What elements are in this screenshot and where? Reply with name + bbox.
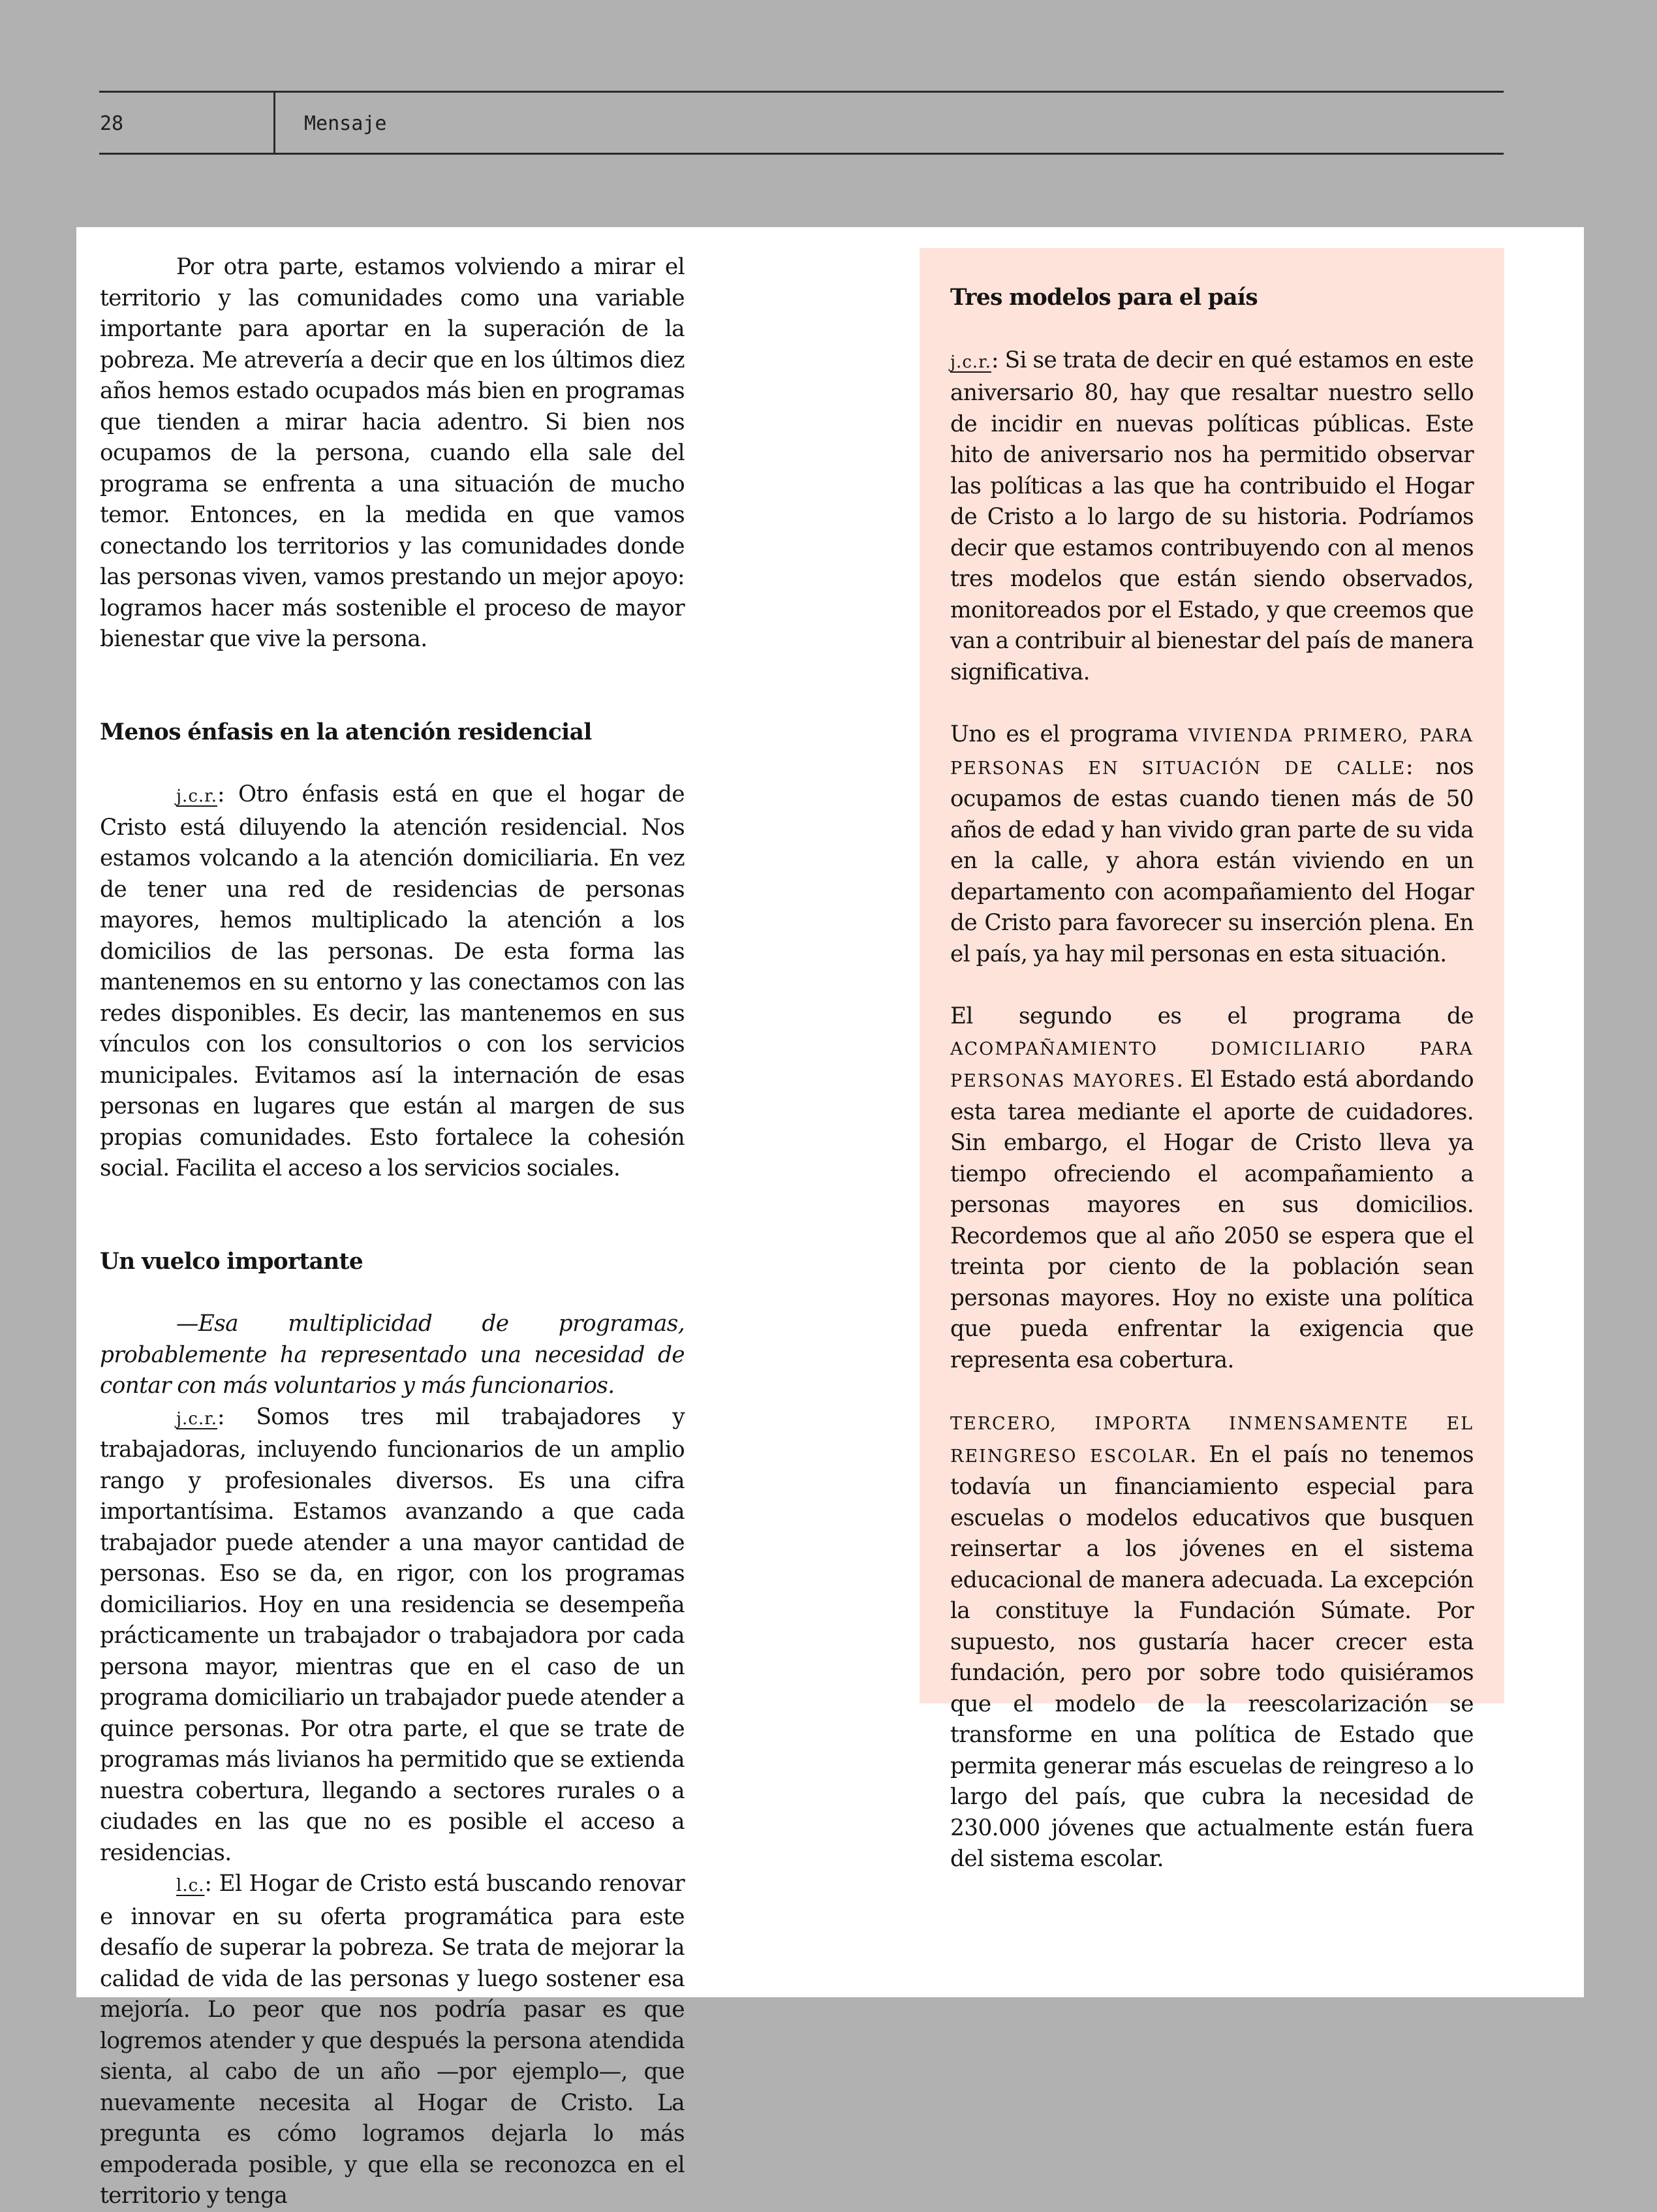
paragraph-trabajadores: j.c.r.: Somos tres mil trabajadores y trabajadoras, incluyendo funcionarios de un amplio rango y profesionales diversos. Es una cifra importantísima. Estamos avanzando a que cada trabajador puede atender a una mayor cantidad de personas. Eso se da, en rigor, con los programas domiciliarios. Hoy en una residencia se desempeña prácticamente un trabajador o trabajadora por cada persona mayor, mientras que en el caso de un programa domiciliario un trabajador puede atender a quince personas. Por otra parte, el que se trate de programas más livianos ha permitido que se extienda nuestra cobertura, llegando a sectores rurales o a ciudades en las que no es posible el acceso a residencias.	[100, 1403, 685, 1866]
speaker-initials: j.c.r.	[176, 1409, 217, 1429]
paragraph-atencion-domiciliaria: j.c.r.: Otro énfasis está en que el hogar de Cristo está diluyendo la atención residencial. Nos estamos volcando a la atención domiciliaria. En vez de tener una red de residencias de personas mayores, hemos multiplicado la atención a los domicilios de las personas. De esta forma las mantenemos en su entorno y las conectamos con las redes disponibles. Es decir, las mantenemos en sus vínculos con los consultorios o con los servicios municipales. Evitamos así la internación de esas personas en lugares que están al margen de sus propias comunidades. Esto fortalece la cohesión social. Facilita el acceso a los servicios sociales.	[100, 781, 685, 1181]
speaker-initials: j.c.r.	[950, 352, 991, 372]
paragraph-oferta-programatica: l.c.: El Hogar de Cristo está buscando renovar e innovar en su oferta programática para este desafío de superar la pobreza. Se trata de mejorar la calidad de vida de las personas y luego sostener esa mejoría. Lo peor que nos podría pasar es que logremos atender y que después la persona atendida sienta, al cabo de un año —por ejemplo—, que nuevamente necesita al Hogar de Cristo. La pregunta es cómo logramos dejarla lo más empoderada posible, y que ella se reconozca en el territorio y tenga	[100, 1871, 685, 2209]
sidebar-content	[950, 283, 1474, 1875]
section-name: Mensaje	[304, 112, 387, 135]
sidebar-title: Tres modelos para el país	[950, 285, 1258, 311]
speaker-initials: l.c.	[176, 1876, 205, 1895]
heading-vuelco-importante: Un vuelco importante	[100, 1248, 364, 1275]
header-rule-top	[99, 91, 1504, 93]
heading-atencion-residencial: Menos énfasis en la atención residencial	[100, 719, 592, 745]
speaker-initials: j.c.r.	[176, 787, 217, 806]
header-separator	[273, 91, 275, 155]
interview-question: —Esa multiplicidad de programas, probablemente ha representado una necesidad de contar con más voluntarios y más funcionarios.	[100, 1311, 685, 1399]
sidebar-paragraph-vivienda-primero: Uno es el programa VIVIENDA PRIMERO, PARA PERSONAS EN SITUACIÓN DE CALLE: nos ocupamos de estas cuando tienen más de 50 años de edad y han vivido gran parte de su vida en la calle, y ahora están viviendo en un departamento con acompañamiento del Hogar de Cristo para favorecer su inserción plena. En el país, ya hay mil personas en esta situación.	[950, 721, 1474, 967]
sidebar-paragraph-reingreso-escolar: TERCERO, IMPORTA INMENSAMENTE EL REINGRESO ESCOLAR. En el país no tenemos todavía un financiamiento especial para escuelas o modelos educativos que busquen reinsertar a los jóvenes en el sistema educacional de manera adecuada. La excepción la constituye la Fundación Súmate. Por supuesto, nos gustaría hacer crecer esta fundación, pero por sobre todo quisiéramos que el modelo de la reescolarización se transforme en una política de Estado que permita generar más escuelas de reingreso a lo largo del país, que cubra la necesidad de 230.000 jóvenes que actualmente están fuera del sistema escolar.	[950, 1414, 1474, 1872]
sidebar-paragraph-aniversario: j.c.r.: Si se trata de decir en qué estamos en este aniversario 80, hay que resaltar nuestro sello de incidir en nuevas políticas públicas. Este hito de aniversario nos ha permitido observar las políticas a las que ha contribuido el Hogar de Cristo a lo largo de su historia. Podríamos decir que estamos contribuyendo con al menos tres modelos que están siendo observados, monitoreados por el Estado, y que creemos que van a contribuir al bienestar del país de manera significativa.	[950, 347, 1474, 685]
paragraph-territorio: Por otra parte, estamos volviendo a mirar el territorio y las comunidades como una variable importante para aportar en la superación de la pobreza. Me atrevería a decir que en los últimos diez años hemos estado ocupados más bien en programas que tienden a mirar hacia adentro. Si bien nos ocupamos de la persona, cuando ella sale del programa se enfrenta a una situación de mucho temor. Entonces, en la medida en que vamos conectando los territorios y las comunidades donde las personas viven, vamos prestando un mejor apoyo: logramos hacer más sostenible el proceso de mayor bienestar que vive la persona.	[100, 254, 685, 652]
main-column	[100, 252, 685, 2212]
header-rule-bottom	[99, 153, 1504, 155]
page-number: 28	[100, 112, 124, 135]
sidebar-paragraph-acompanamiento: El segundo es el programa de ACOMPAÑAMIENTO DOMICILIARIO PARA PERSONAS MAYORES. El Estado está abordando esta tarea mediante el aporte de cuidadores. Sin embargo, el Hogar de Cristo lleva ya tiempo ofreciendo el acompañamiento a personas mayores en sus domicilios. Recordemos que al año 2050 se espera que el treinta por ciento de la población sean personas mayores. Hoy no existe una política que pueda enfrentar la exigencia que representa esa cobertura.	[950, 1003, 1474, 1373]
